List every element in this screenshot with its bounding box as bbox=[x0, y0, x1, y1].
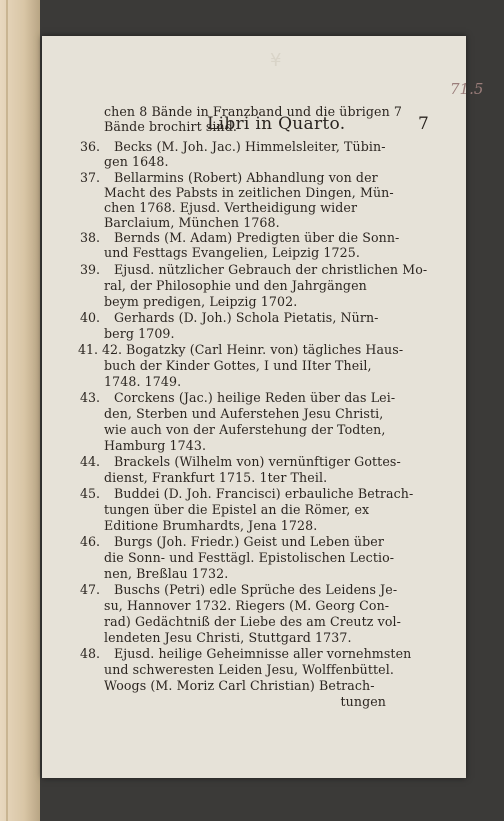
entry-text-line: Macht des Pabsts in zeitlichen Dingen, Mün- bbox=[104, 185, 394, 200]
entry-number: 46. bbox=[80, 534, 101, 549]
entry-number: 40. bbox=[80, 310, 101, 325]
entry-text-line: und Festtags Evangelien, Leipzig 1725. bbox=[104, 245, 360, 260]
entry-text-line: tungen über die Epistel an die Römer, ex bbox=[104, 502, 370, 517]
entry-text-line: chen 8 Bände in Franzband und die übrigen 7 bbox=[104, 104, 403, 119]
page-fold bbox=[6, 0, 8, 821]
entry-number: 41. 42. bbox=[78, 342, 123, 357]
entry-text-line: wie auch von der Auferstehung der Todten, bbox=[104, 422, 386, 437]
entry-text-line: buch der Kinder Gottes, I und IIter Theil, bbox=[104, 358, 372, 373]
entry-text-line: Gerhards (D. Joh.) Schola Pietatis, Nürn- bbox=[114, 310, 379, 325]
entry-text-line: Ejusd. nützlicher Gebrauch der christlichen Mo- bbox=[114, 262, 428, 277]
entry-text-line: Bogatzky (Carl Heinr. von) tägliches Haus- bbox=[126, 342, 404, 357]
entry-text-line: chen 1768. Ejusd. Vertheidigung wider bbox=[104, 200, 358, 215]
entry-text-line: Burgs (Joh. Friedr.) Geist und Leben über bbox=[114, 534, 384, 549]
top-mark: ¥ bbox=[270, 50, 282, 71]
entry-text-line: ral, der Philosophie und den Jahrgängen bbox=[104, 278, 367, 293]
entry-number: 47. bbox=[80, 582, 101, 597]
entry-number: 48. bbox=[80, 646, 101, 661]
entry-text-line: und schweresten Leiden Jesu, Wolffenbüttel. bbox=[104, 662, 394, 677]
entry-text-line: lendeten Jesu Christi, Stuttgard 1737. bbox=[104, 630, 352, 645]
entry-text-line: nen, Breßlau 1732. bbox=[104, 566, 229, 581]
entry-text-line: den, Sterben und Auferstehen Jesu Christi, bbox=[104, 406, 384, 421]
entry-text-line: die Sonn- und Festtägl. Epistolischen Lectio- bbox=[104, 550, 395, 565]
entry-text-line: Becks (M. Joh. Jac.) Himmelsleiter, Tübin- bbox=[114, 139, 386, 154]
entry-text-line: tungen bbox=[340, 694, 386, 709]
entry-number: 37. bbox=[80, 170, 101, 185]
entry-number: 43. bbox=[80, 390, 101, 405]
entry-text-line: dienst, Frankfurt 1715. 1ter Theil. bbox=[104, 470, 328, 485]
entry-text-line: berg 1709. bbox=[104, 326, 175, 341]
entry-text-line: gen 1648. bbox=[104, 154, 169, 169]
entry-text-line: rad) Gedächtniß der Liebe des am Creutz vol- bbox=[104, 614, 402, 629]
entry-number: 45. bbox=[80, 486, 101, 501]
entry-text-line: Barclaium, München 1768. bbox=[104, 215, 280, 230]
entry-text-line: Brackels (Wilhelm von) vernünftiger Gottes- bbox=[114, 454, 401, 469]
entry-text-line: Bände brochirt sind. bbox=[104, 119, 237, 134]
entry-number: 38. bbox=[80, 230, 101, 245]
book-page bbox=[42, 36, 484, 778]
manuscript-number: 71.5 bbox=[450, 80, 484, 98]
entry-text-line: Hamburg 1743. bbox=[104, 438, 207, 453]
entry-text-line: Editione Brumhardts, Jena 1728. bbox=[104, 518, 318, 533]
entry-number: 36. bbox=[80, 139, 101, 154]
entry-text-line: 1748. 1749. bbox=[104, 374, 182, 389]
entry-text-line: Bernds (M. Adam) Predigten über die Sonn- bbox=[114, 230, 400, 245]
entry-number: 39. bbox=[80, 262, 101, 277]
entry-text-line: Bellarmins (Robert) Abhandlung von der bbox=[114, 170, 378, 185]
page-number: 7 bbox=[418, 114, 429, 134]
entry-text-line: beym predigen, Leipzig 1702. bbox=[104, 294, 298, 309]
entry-text-line: Woogs (M. Moriz Carl Christian) Betrach- bbox=[104, 678, 375, 693]
entry-text-line: Buddei (D. Joh. Francisci) erbauliche Betrach- bbox=[114, 486, 414, 501]
adjacent-page-edge bbox=[0, 0, 40, 821]
entry-text-line: Ejusd. heilige Geheimnisse aller vornehmsten bbox=[114, 646, 412, 661]
entry-text-line: su, Hannover 1732. Riegers (M. Georg Con- bbox=[104, 598, 390, 613]
page-title: Libri in Quarto. bbox=[207, 114, 346, 134]
entry-number: 44. bbox=[80, 454, 101, 469]
entry-text-line: Buschs (Petri) edle Sprüche des Leidens Je- bbox=[114, 582, 398, 597]
entry-text-line: Corckens (Jac.) heilige Reden über das Lei- bbox=[114, 390, 396, 405]
